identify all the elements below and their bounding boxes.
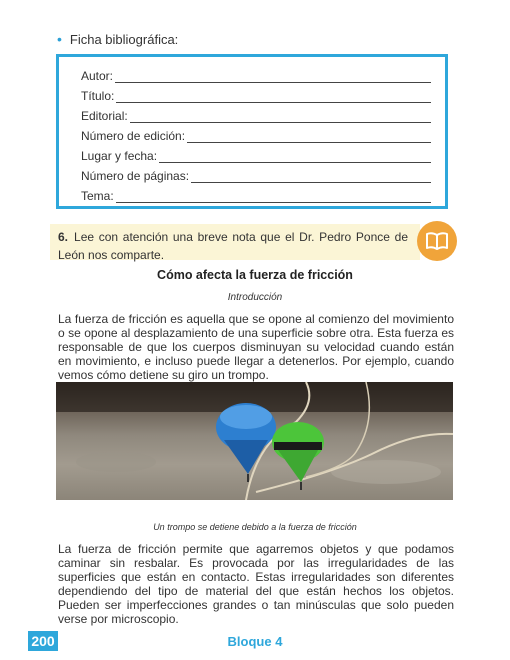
bibliography-heading <box>57 31 178 47</box>
field-label: Editorial: <box>81 109 128 123</box>
article-subtitle: Introducción <box>227 292 283 303</box>
activity-instruction <box>58 228 408 264</box>
article-paragraph-1: La fuerza de fricción es aquella que se opone al comienzo del movimiento o se opone al desplazamiento de una superficie sobre otra. Esta fuerza es responsable de que los cuerpos disminuyan su velocidad cuando están en movimiento, e incluso puede llegar a detenerlos. Por ejemplo, cuando vemos cómo detiene su giro un trompo. <box>58 312 454 382</box>
field-tema[interactable] <box>81 189 431 203</box>
field-label: Número de edición: <box>81 129 186 143</box>
field-line <box>130 111 431 123</box>
field-line <box>191 171 431 183</box>
photo-caption: Un trompo se detiene debido a la fuerza de fricción <box>153 522 357 532</box>
section-label: Bloque 4 <box>227 634 283 649</box>
field-line <box>187 131 431 143</box>
book-icon <box>417 221 457 261</box>
field-label: Lugar y fecha: <box>81 149 158 163</box>
activity-number: 6. <box>58 230 69 244</box>
field-lugar-fecha[interactable] <box>81 149 431 163</box>
bibliography-box <box>56 54 448 209</box>
bullet-icon: • <box>57 31 62 47</box>
field-numero-paginas[interactable] <box>81 169 431 183</box>
field-line <box>116 191 431 203</box>
field-editorial[interactable] <box>81 109 431 123</box>
article-paragraph-2: La fuerza de fricción permite que agarremos objetos y que podamos caminar sin resbalar. Es provocada por las irregularidades de las superficies que están en contacto. Estas irregularidades son diferentes dependiendo del tipo de material del que están hechos los objetos. Pueden ser imperfecciones grandes o tan minúsculas que solo pueden verse por microscopio. <box>58 542 454 626</box>
activity-text: Lee con atención una breve nota que el Dr. Pedro Ponce de León nos comparte. <box>58 230 408 262</box>
article-title: Cómo afecta la fuerza de fricción <box>157 268 353 282</box>
field-line <box>115 71 431 83</box>
field-label: Número de páginas: <box>81 169 190 183</box>
field-line <box>159 151 431 163</box>
field-line <box>116 91 431 103</box>
field-label: Tema: <box>81 189 114 203</box>
field-titulo[interactable] <box>81 89 431 103</box>
field-numero-edicion[interactable] <box>81 129 431 143</box>
spinning-tops-photo <box>56 382 453 500</box>
page-number: 200 <box>28 631 58 651</box>
bibliography-heading-label: Ficha bibliográfica: <box>69 32 179 47</box>
field-label: Título: <box>81 89 115 103</box>
field-label: Autor: <box>81 69 114 83</box>
field-autor[interactable] <box>81 69 431 83</box>
